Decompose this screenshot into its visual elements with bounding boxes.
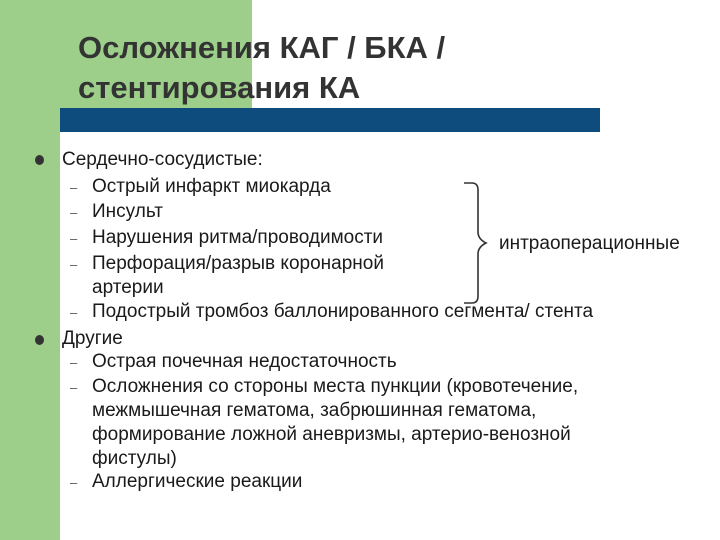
section-heading-cardiovascular: Сердечно-сосудистые: — [62, 149, 263, 170]
list-item: Нарушения ритма/проводимости — [92, 227, 384, 248]
bullet-icon — [35, 335, 44, 345]
list-item-line: артерии — [92, 277, 164, 298]
dash-marker: – — [70, 380, 78, 395]
decorative-green-sidebar — [0, 118, 60, 540]
list-item: Острый инфаркт миокарда — [92, 176, 331, 197]
list-item: Инсульт — [92, 201, 163, 222]
list-item-line: Перфорация/разрыв коронарной — [92, 253, 384, 274]
intraoperative-label: интраоперационные — [499, 233, 680, 254]
list-item-line: формирование ложной аневризмы, артерио-венозной — [92, 424, 571, 445]
dash-marker: – — [70, 231, 78, 246]
list-item — [92, 375, 578, 471]
dash-marker: – — [70, 205, 78, 220]
dash-marker: – — [70, 257, 78, 272]
dash-marker: – — [70, 355, 78, 370]
list-item-line: Осложнения со стороны места пункции (кровотечение, — [92, 376, 579, 397]
slide-title — [78, 28, 445, 108]
list-item: Подострый тромбоз баллонированного сегмента/ стента — [92, 301, 594, 322]
dash-marker: – — [70, 180, 78, 195]
brace-path — [464, 183, 486, 303]
slide-title-line-2: стентирования КА — [78, 70, 361, 105]
list-item-line: фистулы) — [92, 448, 177, 469]
title-underline-bar — [60, 108, 600, 132]
list-item: Аллергические реакции — [92, 471, 303, 492]
dash-marker: – — [70, 475, 78, 490]
brace-icon — [462, 182, 502, 304]
list-item-line: межмышечная гематома, забрюшинная гематома, — [92, 400, 537, 421]
bullet-icon — [35, 155, 44, 165]
section-heading-other: Другие — [62, 328, 123, 349]
dash-marker: – — [70, 305, 78, 320]
list-item: Острая почечная недостаточность — [92, 351, 397, 372]
list-item — [92, 252, 384, 300]
slide-title-line-1: Осложнения КАГ / БКА / — [78, 30, 446, 65]
